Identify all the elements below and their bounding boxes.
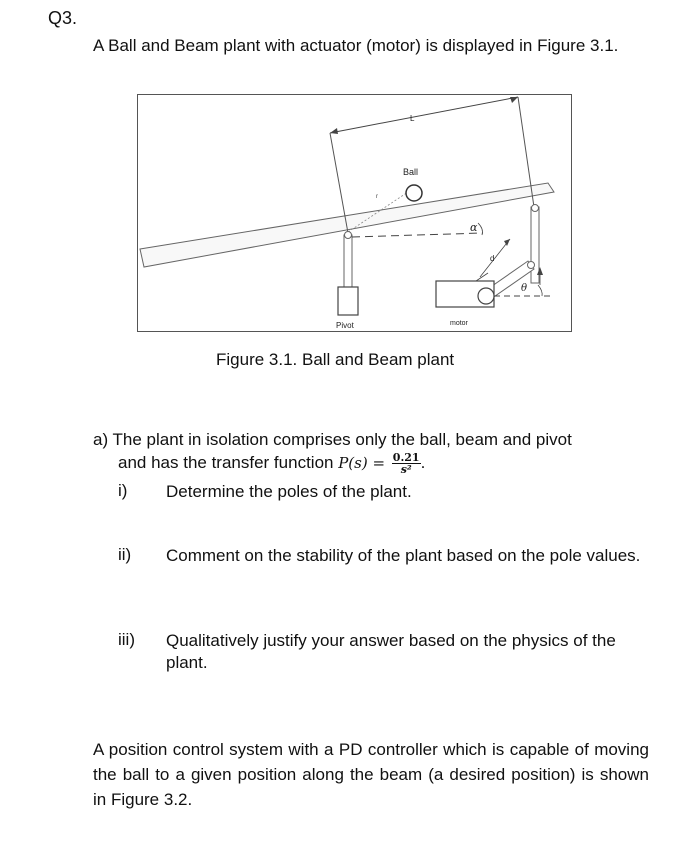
pivot-post: [344, 235, 352, 287]
transfer-function-line: [118, 452, 425, 475]
ball-beam-diagram: [138, 95, 573, 333]
label-ball: Ball: [403, 167, 419, 177]
part-a-text: a) The plant in isolation comprises only the ball, beam and pivot: [93, 430, 572, 449]
label-d: d: [490, 254, 495, 263]
tf-fraction: [392, 452, 421, 475]
motor-shaft: [478, 288, 494, 304]
label-alpha: α: [470, 221, 478, 234]
figure-ball-and-beam: [137, 94, 572, 332]
label-motor: motor: [450, 320, 468, 327]
tf-denominator: s²: [400, 463, 412, 476]
tf-prefix: and has the transfer function: [118, 452, 334, 472]
tf-end: .: [420, 452, 426, 472]
figure-caption: Figure 3.1. Ball and Beam plant: [216, 350, 455, 369]
tf-numerator: 0.21: [392, 451, 420, 464]
link-rod: [531, 207, 539, 283]
label-r: r: [376, 194, 378, 200]
label-pivot: Pivot: [336, 321, 354, 330]
item-text-iii: Qualitatively justify your answer based on the physics of the plant.: [166, 631, 616, 672]
label-length: L: [410, 114, 415, 123]
item-text-ii: Comment on the stability of the plant based on the pole values.: [166, 546, 641, 565]
question-number: Q3.: [48, 8, 78, 28]
label-theta: θ: [521, 283, 528, 294]
item-label-ii: ii): [118, 545, 132, 564]
ball: [406, 185, 422, 201]
item-label-iii: iii): [118, 630, 135, 649]
closing-paragraph: A position control system with a PD controller which is capable of moving the ball to a given position along the beam (a desired position) is shown in Figure 3.2.: [93, 740, 649, 809]
length-arrow: [330, 97, 518, 133]
item-text-i: Determine the poles of the plant.: [166, 482, 412, 501]
pivot-base: [338, 287, 358, 315]
question-intro: A Ball and Beam plant with actuator (motor) is displayed in Figure 3.1.: [93, 36, 619, 55]
item-label-i: i): [118, 481, 128, 500]
tf-lhs: P(s) =: [338, 453, 386, 472]
